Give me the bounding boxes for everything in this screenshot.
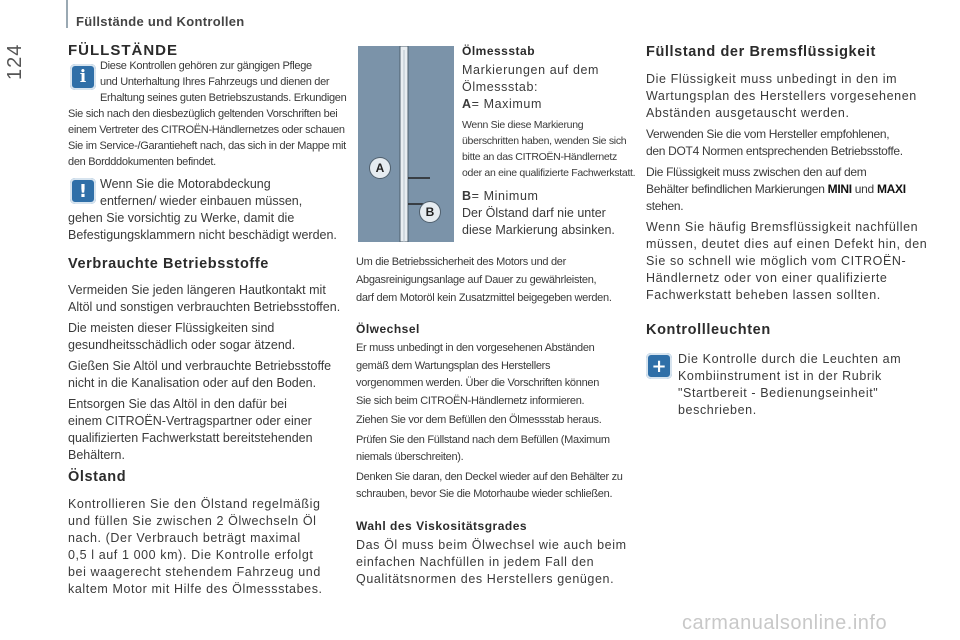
text-line: beschrieben. (678, 403, 757, 417)
text-line: Die meisten dieser Flüssigkeiten sind (68, 321, 275, 335)
used-products-heading: Verbrauchte Betriebsstoffe (68, 256, 269, 272)
paragraph (68, 396, 348, 464)
oil-change-heading: Ölwechsel (356, 322, 420, 336)
text-span: Behälter befindlichen Markierungen (646, 182, 828, 196)
text-line: Abständen ausgetauscht werden. (646, 106, 850, 120)
brake-fluid-heading: Füllstand der Bremsflüssigkeit (646, 44, 876, 60)
paragraph (356, 340, 623, 410)
paragraph (356, 412, 623, 430)
info-note (68, 58, 346, 170)
min-line (462, 188, 615, 205)
text-line: einfachen Nachfüllen in jedem Fall den (356, 555, 595, 569)
text-line: Sie so schnell wie möglich vom CITROËN- (646, 254, 907, 268)
text-line: Händlernetz oder von einer qualifizierte (646, 271, 888, 285)
warning-line: entfernen/ wieder einbauen müssen, (100, 194, 303, 208)
text-line: Altöl und sonstigen verbrauchten Betriebsstoffen. (68, 300, 341, 314)
paragraph (68, 282, 348, 316)
maxi-marker: MAXI (876, 182, 906, 196)
max-text: = Maximum (471, 97, 542, 111)
page-number: 124 (4, 43, 26, 80)
text-line: stehen. (646, 199, 684, 213)
viscosity-heading: Wahl des Viskositätsgrades (356, 519, 528, 533)
text-line: Der Ölstand darf nie unter (462, 206, 606, 220)
text-line: Entsorgen Sie das Altöl in den dafür bei (68, 397, 287, 411)
mini-marker: MINI (827, 182, 852, 196)
warning-lights-body (678, 351, 901, 419)
page-title: FÜLLSTÄNDE (68, 42, 178, 59)
text-line: überschritten haben, wenden Sie sich (462, 135, 627, 147)
text-line (646, 181, 946, 198)
text-line: Wenn Sie diese Markierung (462, 119, 584, 131)
max-label: A (462, 97, 472, 111)
text-line: Er muss unbedingt in den vorgesehenen Abständen (356, 342, 595, 354)
markings-text (462, 62, 599, 113)
text-line: darf dem Motoröl kein Zusatzmittel beigegeben werden. (356, 292, 612, 304)
max-note (462, 117, 635, 181)
oil-level-body (68, 496, 323, 598)
info-note-line: Sie sich nach den diesbezüglich geltenden Vorschriften bei (68, 108, 338, 120)
text-line: Sie sich beim CITROËN-Händlernetz informieren. (356, 394, 585, 407)
text-line: Abgasreinigungsanlage auf Dauer zu gewährleisten, (356, 274, 597, 286)
paragraph (646, 126, 946, 160)
info-note-line: Erhaltung seines guten Betriebszustands. Erkundigen (100, 92, 347, 104)
info-note-line: einem Vertreter des CITROËN-Händlernetzes oder schauen (68, 124, 345, 136)
text-line: Verwenden Sie die vom Hersteller empfohlenen, (646, 127, 890, 141)
paragraph (646, 71, 946, 122)
text-line: gesundheitsschädlich oder sogar ätzend. (68, 338, 296, 352)
used-products-body (68, 282, 348, 464)
info-icon: i (70, 64, 96, 90)
text-line: Um die Betriebssicherheit des Motors und der (356, 256, 566, 268)
info-note-line: Sie im Service-/Garantieheft nach, das sich in der Mappe mit (68, 140, 346, 152)
text-line: bitte an das CITROËN-Händlernetz (462, 151, 617, 163)
text-line: "Startbereit - Bedienungseinheit" (678, 386, 879, 400)
text-line: Qualitätsnormen des Herstellers genügen. (356, 572, 615, 586)
text-line: Behältern. (68, 448, 125, 462)
section-title: Füllstände und Kontrollen (76, 14, 245, 29)
text-line: müssen, deutet dies auf einen Defekt hin, den (646, 237, 928, 251)
text-line: einem CITROËN-Vertragspartner oder einer (68, 414, 312, 428)
paragraph (356, 469, 623, 504)
min-label: B (462, 189, 472, 203)
text-line: Kontrollieren Sie den Ölstand regelmäßig (68, 497, 321, 511)
oil-level-heading: Ölstand (68, 469, 127, 485)
text-line: oder an eine qualifizierte Fachwerkstatt. (462, 167, 636, 179)
paragraph (356, 432, 623, 467)
brake-fluid-body (646, 71, 946, 304)
viscosity-body (356, 537, 627, 588)
text-line: diese Markierung absinken. (462, 223, 615, 237)
text-line: nach. (Der Verbrauch beträgt maximal (68, 531, 301, 545)
text-line: Fachwerkstatt beheben lassen sollten. (646, 288, 881, 302)
paragraph (646, 219, 946, 304)
oil-change-body (356, 340, 623, 504)
text-line: den DOT4 Normen entsprechenden Betriebsstoffe. (646, 144, 903, 158)
warning-note (68, 176, 337, 244)
paragraph (646, 164, 946, 215)
text-line: kaltem Motor mit Hilfe des Ölmessstabes. (68, 582, 323, 596)
warning-line: gehen Sie vorsichtig zu Werke, damit die (68, 211, 295, 225)
text-line: Gießen Sie Altöl und verbrauchte Betriebsstoffe (68, 359, 332, 373)
text-line: Prüfen Sie den Füllstand nach dem Befüllen (Maximum (356, 433, 610, 446)
text-line: Markierungen auf dem (462, 63, 600, 77)
dipstick-illustration (358, 46, 454, 242)
warning-lights-heading: Kontrollleuchten (646, 322, 771, 338)
dipstick-label-a: A (370, 158, 390, 178)
text-line: 0,5 l auf 1 000 km). Die Kontrolle erfolgt (68, 548, 314, 562)
text-line: Wenn Sie häufig Bremsflüssigkeit nachfüllen (646, 220, 919, 234)
min-text: = Minimum (471, 189, 539, 203)
safety-note (356, 253, 612, 307)
text-line: Das Öl muss beim Ölwechsel wie auch beim (356, 538, 627, 552)
text-line: Vermeiden Sie jeden längeren Hautkontakt mit (68, 283, 326, 297)
header-rule (66, 0, 68, 28)
text-line: Ziehen Sie vor dem Befüllen den Ölmessstab heraus. (356, 414, 602, 426)
text-line: Denken Sie daran, den Deckel wieder auf den Behälter zu (356, 470, 623, 483)
text-line: schrauben, bevor Sie die Motorhaube wieder schließen. (356, 488, 613, 500)
info-note-line: Diese Kontrollen gehören zur gängigen Pflege (100, 60, 312, 72)
info-note-line: den Bordddokumenten befindet. (68, 156, 216, 168)
info-note-line: und Unterhaltung Ihres Fahrzeugs und dienen der (100, 76, 330, 88)
text-line: und füllen Sie zwischen 2 Ölwechseln Öl (68, 514, 317, 528)
text-line: niemals überschreiten). (356, 451, 464, 463)
dipstick-label-b: B (420, 202, 440, 222)
paragraph (68, 320, 348, 354)
watermark: carmanualsonline.info (682, 612, 888, 634)
text-line: gemäß dem Wartungsplan des Herstellers (356, 359, 551, 372)
text-line: vorgenommen werden. Über die Vorschriften können (356, 377, 600, 389)
warning-line: Befestigungsklammern nicht beschädigt werden. (68, 228, 337, 242)
paragraph (68, 358, 348, 392)
text-line: Die Flüssigkeit muss zwischen den auf dem (646, 165, 867, 179)
plus-icon: + (646, 353, 672, 379)
warning-line: Wenn Sie die Motorabdeckung (100, 177, 271, 191)
max-line (462, 96, 599, 113)
dipstick-heading: Ölmessstab (462, 44, 536, 58)
text-line: bei waagerecht stehendem Fahrzeug und (68, 565, 321, 579)
min-block (462, 188, 615, 239)
text-line: Die Kontrolle durch die Leuchten am (678, 352, 902, 366)
text-line: Wartungsplan des Herstellers vorgesehenen (646, 89, 917, 103)
text-line: Ölmessstab: (462, 80, 539, 94)
text-span: und (851, 182, 877, 196)
text-line: Kombiinstrument ist in der Rubrik (678, 369, 882, 383)
text-line: qualifizierten Fachwerkstatt bereitstehenden (68, 431, 313, 445)
warning-icon: ! (70, 178, 96, 204)
text-line: Die Flüssigkeit muss unbedingt in den im (646, 72, 898, 86)
text-line: nicht in die Kanalisation oder auf den Boden. (68, 376, 317, 390)
